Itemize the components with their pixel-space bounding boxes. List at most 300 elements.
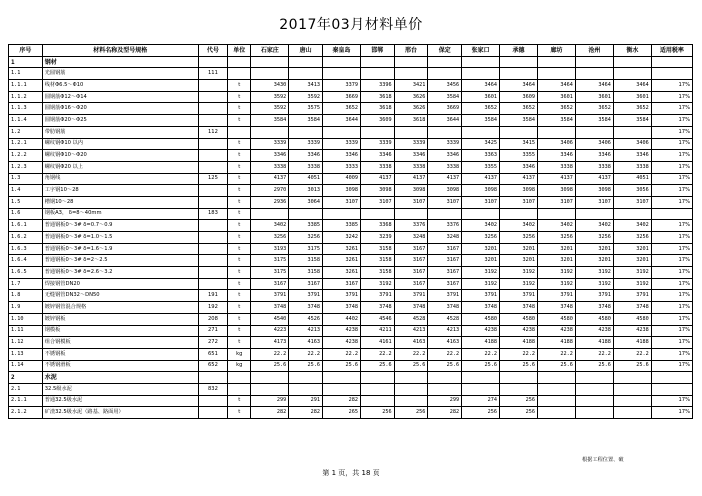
material-code: 111 bbox=[198, 68, 228, 80]
table-row bbox=[9, 348, 693, 360]
price-cell: 3248 bbox=[394, 232, 428, 244]
price-cell bbox=[613, 372, 651, 384]
material-name: 角钢线 bbox=[42, 173, 198, 185]
price-cell bbox=[289, 56, 323, 68]
unit: kg bbox=[228, 348, 251, 360]
price-cell bbox=[251, 372, 289, 384]
price-cell: 3158 bbox=[360, 255, 394, 267]
tax-rate: 17% bbox=[651, 185, 692, 197]
tax-rate: 17% bbox=[651, 348, 692, 360]
price-cell: 4188 bbox=[537, 337, 575, 349]
material-name: 工字钢10～28 bbox=[42, 185, 198, 197]
price-cell: 3167 bbox=[428, 243, 462, 255]
price-cell bbox=[537, 126, 575, 138]
price-cell: 4238 bbox=[323, 337, 361, 349]
price-cell: 3167 bbox=[428, 278, 462, 290]
material-name: 圆钢筋Φ16～Φ20 bbox=[42, 103, 198, 115]
price-cell bbox=[289, 68, 323, 80]
price-cell: 3379 bbox=[323, 80, 361, 92]
material-code bbox=[198, 232, 228, 244]
price-cell: 4188 bbox=[613, 337, 651, 349]
price-cell bbox=[289, 126, 323, 138]
row-number: 1.2.1 bbox=[9, 138, 43, 150]
table-row bbox=[9, 407, 693, 419]
price-cell: 3107 bbox=[323, 196, 361, 208]
unit: t bbox=[228, 267, 251, 279]
price-cell bbox=[360, 68, 394, 80]
column-header: 材料名称及型号规格 bbox=[42, 45, 198, 57]
price-cell: 3406 bbox=[537, 138, 575, 150]
row-number: 1.2.2 bbox=[9, 150, 43, 162]
material-name: 水泥 bbox=[42, 372, 198, 384]
price-cell bbox=[575, 372, 613, 384]
price-cell: 3167 bbox=[428, 267, 462, 279]
price-cell: 3791 bbox=[289, 290, 323, 302]
price-cell: 3652 bbox=[500, 103, 538, 115]
price-cell: 4163 bbox=[289, 337, 323, 349]
price-cell bbox=[428, 383, 462, 395]
price-cell: 2970 bbox=[251, 185, 289, 197]
row-number: 1.10 bbox=[9, 313, 43, 325]
price-cell: 3464 bbox=[537, 80, 575, 92]
price-cell bbox=[394, 126, 428, 138]
tax-rate: 17% bbox=[651, 243, 692, 255]
table-row bbox=[9, 150, 693, 162]
price-cell: 3402 bbox=[462, 220, 500, 232]
price-cell: 3609 bbox=[500, 91, 538, 103]
price-cell: 4188 bbox=[500, 337, 538, 349]
price-cell: 3201 bbox=[575, 255, 613, 267]
unit: t bbox=[228, 255, 251, 267]
price-cell: 3346 bbox=[428, 150, 462, 162]
tax-rate: 17% bbox=[651, 220, 692, 232]
price-cell: 3338 bbox=[613, 161, 651, 173]
material-name: 螺纹钢Φ20 以上 bbox=[42, 161, 198, 173]
price-cell: 3107 bbox=[500, 196, 538, 208]
price-cell bbox=[428, 68, 462, 80]
price-cell: 3167 bbox=[323, 278, 361, 290]
table-row bbox=[9, 56, 693, 68]
price-cell: 3748 bbox=[323, 302, 361, 314]
price-cell: 3601 bbox=[613, 91, 651, 103]
price-cell: 4211 bbox=[360, 325, 394, 337]
price-cell: 3584 bbox=[575, 115, 613, 127]
price-cell: 22.2 bbox=[394, 348, 428, 360]
price-cell: 3791 bbox=[251, 290, 289, 302]
price-cell: 3355 bbox=[500, 150, 538, 162]
price-cell bbox=[500, 372, 538, 384]
tax-rate: 17% bbox=[651, 103, 692, 115]
material-name: 镀锌钢管混合规格 bbox=[42, 302, 198, 314]
price-cell bbox=[462, 208, 500, 220]
price-cell: 3192 bbox=[537, 278, 575, 290]
unit: t bbox=[228, 161, 251, 173]
price-cell: 4137 bbox=[537, 173, 575, 185]
price-cell: 3192 bbox=[462, 267, 500, 279]
price-cell: 282 bbox=[251, 407, 289, 419]
price-cell: 3339 bbox=[323, 138, 361, 150]
material-code: 271 bbox=[198, 325, 228, 337]
price-cell: 3464 bbox=[500, 80, 538, 92]
price-cell: 4238 bbox=[537, 325, 575, 337]
price-cell: 3098 bbox=[360, 185, 394, 197]
row-number: 1.6.4 bbox=[9, 255, 43, 267]
unit bbox=[228, 56, 251, 68]
price-cell: 3346 bbox=[289, 150, 323, 162]
price-cell: 3652 bbox=[323, 103, 361, 115]
price-cell: 3193 bbox=[251, 243, 289, 255]
price-cell: 3748 bbox=[289, 302, 323, 314]
tax-rate: 17% bbox=[651, 337, 692, 349]
row-number: 1.12 bbox=[9, 337, 43, 349]
material-code: 652 bbox=[198, 360, 228, 372]
tax-rate: 17% bbox=[651, 255, 692, 267]
price-table bbox=[8, 44, 693, 419]
price-cell: 3261 bbox=[323, 267, 361, 279]
row-number: 1.11 bbox=[9, 325, 43, 337]
price-cell: 3167 bbox=[394, 278, 428, 290]
price-cell: 3338 bbox=[537, 161, 575, 173]
price-cell: 4580 bbox=[537, 313, 575, 325]
tax-rate: 17% bbox=[651, 290, 692, 302]
material-code: 192 bbox=[198, 302, 228, 314]
table-row bbox=[9, 383, 693, 395]
unit bbox=[228, 383, 251, 395]
row-number: 1.13 bbox=[9, 348, 43, 360]
price-cell bbox=[428, 56, 462, 68]
row-number: 1.1.4 bbox=[9, 115, 43, 127]
price-cell bbox=[500, 126, 538, 138]
price-cell: 3652 bbox=[462, 103, 500, 115]
price-cell: 299 bbox=[428, 395, 462, 407]
material-name: 普通32.5级水泥 bbox=[42, 395, 198, 407]
price-cell: 3652 bbox=[537, 103, 575, 115]
price-cell: 3167 bbox=[289, 278, 323, 290]
price-cell: 3201 bbox=[613, 243, 651, 255]
material-code bbox=[198, 103, 228, 115]
price-cell: 3167 bbox=[428, 255, 462, 267]
price-cell: 3013 bbox=[289, 185, 323, 197]
material-name: 镀锌钢板 bbox=[42, 313, 198, 325]
material-code bbox=[198, 372, 228, 384]
price-cell: 4580 bbox=[575, 313, 613, 325]
row-number: 1.2.3 bbox=[9, 161, 43, 173]
price-cell: 22.2 bbox=[251, 348, 289, 360]
row-number: 1 bbox=[9, 56, 43, 68]
table-row bbox=[9, 196, 693, 208]
price-cell: 3201 bbox=[537, 255, 575, 267]
header-row bbox=[9, 45, 693, 57]
price-cell: 3158 bbox=[360, 243, 394, 255]
price-cell bbox=[537, 56, 575, 68]
price-cell: 3748 bbox=[360, 302, 394, 314]
material-name: 普通钢板0～3# δ=1.0～1.5 bbox=[42, 232, 198, 244]
price-cell: 3098 bbox=[428, 185, 462, 197]
row-number: 1.9 bbox=[9, 302, 43, 314]
price-cell bbox=[613, 208, 651, 220]
unit: t bbox=[228, 208, 251, 220]
unit: t bbox=[228, 325, 251, 337]
price-cell: 3626 bbox=[394, 103, 428, 115]
tax-rate: 17% bbox=[651, 313, 692, 325]
price-cell: 3346 bbox=[394, 150, 428, 162]
material-code bbox=[198, 185, 228, 197]
price-cell bbox=[251, 68, 289, 80]
price-cell: 4137 bbox=[462, 173, 500, 185]
price-cell: 22.2 bbox=[613, 348, 651, 360]
price-cell: 25.6 bbox=[613, 360, 651, 372]
tax-rate bbox=[651, 68, 692, 80]
price-cell: 3192 bbox=[360, 278, 394, 290]
unit: t bbox=[228, 313, 251, 325]
table-row bbox=[9, 255, 693, 267]
price-cell: 282 bbox=[289, 407, 323, 419]
material-code: 832 bbox=[198, 383, 228, 395]
price-cell: 25.6 bbox=[575, 360, 613, 372]
table-row bbox=[9, 103, 693, 115]
tax-rate bbox=[651, 383, 692, 395]
material-name: 圆钢筋Φ20～Φ25 bbox=[42, 115, 198, 127]
column-header: 张家口 bbox=[462, 45, 500, 57]
price-cell bbox=[289, 208, 323, 220]
price-cell: 3339 bbox=[360, 138, 394, 150]
price-cell: 3748 bbox=[500, 302, 538, 314]
price-cell: 3464 bbox=[462, 80, 500, 92]
row-number: 2.1.2 bbox=[9, 407, 43, 419]
material-code: 112 bbox=[198, 126, 228, 138]
price-cell: 25.6 bbox=[323, 360, 361, 372]
row-number: 1.1.1 bbox=[9, 80, 43, 92]
column-header: 衡水 bbox=[613, 45, 651, 57]
price-cell: 4238 bbox=[575, 325, 613, 337]
row-number: 1.6.5 bbox=[9, 267, 43, 279]
tax-rate: 17% bbox=[651, 407, 692, 419]
price-cell: 3748 bbox=[428, 302, 462, 314]
price-cell: 3791 bbox=[428, 290, 462, 302]
price-cell: 3248 bbox=[428, 232, 462, 244]
price-cell: 3618 bbox=[360, 103, 394, 115]
price-cell: 3652 bbox=[575, 103, 613, 115]
price-cell bbox=[428, 126, 462, 138]
page-footer: 第 1 页，共 18 页 bbox=[322, 469, 380, 477]
price-cell bbox=[575, 208, 613, 220]
price-cell: 4188 bbox=[462, 337, 500, 349]
material-code: 191 bbox=[198, 290, 228, 302]
price-cell: 3261 bbox=[323, 243, 361, 255]
price-cell: 4580 bbox=[500, 313, 538, 325]
price-cell: 25.6 bbox=[428, 360, 462, 372]
price-cell: 3192 bbox=[613, 267, 651, 279]
material-name: 带肋钢筋 bbox=[42, 126, 198, 138]
price-cell: 3338 bbox=[251, 161, 289, 173]
material-code: 183 bbox=[198, 208, 228, 220]
material-name: 不锈钢滑板 bbox=[42, 360, 198, 372]
price-cell: 291 bbox=[289, 395, 323, 407]
price-cell: 265 bbox=[323, 407, 361, 419]
table-row bbox=[9, 302, 693, 314]
price-cell: 3402 bbox=[537, 220, 575, 232]
price-cell: 4188 bbox=[575, 337, 613, 349]
row-number: 1.1.3 bbox=[9, 103, 43, 115]
material-name: 普通钢板0～3# δ=2～2.5 bbox=[42, 255, 198, 267]
price-cell: 3256 bbox=[537, 232, 575, 244]
price-cell: 3376 bbox=[394, 220, 428, 232]
price-cell bbox=[537, 68, 575, 80]
material-name: 钢板A3， δ=8～40mm bbox=[42, 208, 198, 220]
price-cell bbox=[462, 56, 500, 68]
tax-rate: 17% bbox=[651, 232, 692, 244]
price-cell: 3098 bbox=[500, 185, 538, 197]
price-cell: 25.6 bbox=[360, 360, 394, 372]
price-cell bbox=[323, 208, 361, 220]
price-cell: 3592 bbox=[251, 103, 289, 115]
price-cell bbox=[394, 68, 428, 80]
price-cell: 3791 bbox=[537, 290, 575, 302]
row-number: 1.6 bbox=[9, 208, 43, 220]
price-cell: 3644 bbox=[428, 115, 462, 127]
tax-rate: 17% bbox=[651, 80, 692, 92]
tax-rate: 17% bbox=[651, 325, 692, 337]
price-cell: 3107 bbox=[462, 196, 500, 208]
price-cell: 4137 bbox=[360, 173, 394, 185]
price-cell bbox=[575, 68, 613, 80]
price-cell: 3192 bbox=[575, 267, 613, 279]
table-row bbox=[9, 267, 693, 279]
price-cell bbox=[500, 68, 538, 80]
price-cell: 3201 bbox=[462, 255, 500, 267]
price-cell: 3618 bbox=[394, 115, 428, 127]
material-code bbox=[198, 407, 228, 419]
price-cell: 3402 bbox=[251, 220, 289, 232]
tax-rate: 17% bbox=[651, 360, 692, 372]
price-cell: 4009 bbox=[323, 173, 361, 185]
price-cell bbox=[289, 372, 323, 384]
unit: t bbox=[228, 220, 251, 232]
price-cell bbox=[323, 68, 361, 80]
price-cell: 25.6 bbox=[462, 360, 500, 372]
price-cell bbox=[289, 383, 323, 395]
tax-rate: 17% bbox=[651, 126, 692, 138]
price-cell bbox=[360, 372, 394, 384]
price-cell: 3456 bbox=[428, 80, 462, 92]
price-cell: 3256 bbox=[251, 232, 289, 244]
price-cell: 3355 bbox=[462, 161, 500, 173]
price-cell: 3748 bbox=[575, 302, 613, 314]
price-cell bbox=[394, 383, 428, 395]
table-row bbox=[9, 313, 693, 325]
price-cell bbox=[575, 56, 613, 68]
material-code bbox=[198, 196, 228, 208]
table-row bbox=[9, 360, 693, 372]
price-cell: 3338 bbox=[575, 161, 613, 173]
price-cell: 22.2 bbox=[575, 348, 613, 360]
price-cell: 3333 bbox=[323, 161, 361, 173]
table-row bbox=[9, 395, 693, 407]
price-cell bbox=[613, 56, 651, 68]
column-header: 邯郸 bbox=[360, 45, 394, 57]
price-cell: 3669 bbox=[323, 91, 361, 103]
material-name: 槽钢10～28 bbox=[42, 196, 198, 208]
price-cell bbox=[360, 383, 394, 395]
price-cell bbox=[462, 126, 500, 138]
price-cell: 3201 bbox=[575, 243, 613, 255]
tax-rate: 17% bbox=[651, 302, 692, 314]
price-cell: 3175 bbox=[289, 243, 323, 255]
unit bbox=[228, 372, 251, 384]
material-code bbox=[198, 150, 228, 162]
price-cell: 256 bbox=[500, 407, 538, 419]
price-cell: 3748 bbox=[537, 302, 575, 314]
price-cell: 3430 bbox=[251, 80, 289, 92]
price-cell bbox=[360, 208, 394, 220]
tax-rate: 17% bbox=[651, 138, 692, 150]
row-number: 1.7 bbox=[9, 278, 43, 290]
price-cell: 3107 bbox=[537, 196, 575, 208]
table-row bbox=[9, 138, 693, 150]
material-name: 螺纹钢Φ10～Φ20 bbox=[42, 150, 198, 162]
price-cell: 4580 bbox=[613, 313, 651, 325]
tax-rate: 17% bbox=[651, 196, 692, 208]
price-cell: 3107 bbox=[360, 196, 394, 208]
price-cell: 3242 bbox=[323, 232, 361, 244]
column-header: 石家庄 bbox=[251, 45, 289, 57]
price-cell: 256 bbox=[394, 407, 428, 419]
material-code bbox=[198, 267, 228, 279]
price-cell bbox=[575, 126, 613, 138]
price-cell: 25.6 bbox=[251, 360, 289, 372]
price-cell: 3592 bbox=[289, 91, 323, 103]
unit: t bbox=[228, 232, 251, 244]
material-code: 272 bbox=[198, 337, 228, 349]
price-cell: 3339 bbox=[251, 138, 289, 150]
column-header: 唐山 bbox=[289, 45, 323, 57]
price-cell: 3425 bbox=[462, 138, 500, 150]
price-cell bbox=[251, 383, 289, 395]
price-cell: 3791 bbox=[360, 290, 394, 302]
row-number: 1.1 bbox=[9, 68, 43, 80]
table-row bbox=[9, 337, 693, 349]
row-number: 1.6.1 bbox=[9, 220, 43, 232]
price-cell: 3346 bbox=[323, 150, 361, 162]
price-cell: 3601 bbox=[537, 91, 575, 103]
column-header: 代号 bbox=[198, 45, 228, 57]
unit: t bbox=[228, 395, 251, 407]
table-row bbox=[9, 243, 693, 255]
price-cell: 3748 bbox=[462, 302, 500, 314]
unit: kg bbox=[228, 360, 251, 372]
material-name: 普通钢板0～3# δ=2.6～3.2 bbox=[42, 267, 198, 279]
price-cell bbox=[500, 383, 538, 395]
price-cell: 299 bbox=[251, 395, 289, 407]
material-code: 125 bbox=[198, 173, 228, 185]
price-cell: 3167 bbox=[394, 255, 428, 267]
price-cell: 3644 bbox=[323, 115, 361, 127]
price-cell: 22.2 bbox=[500, 348, 538, 360]
price-cell: 3406 bbox=[613, 138, 651, 150]
price-cell: 3406 bbox=[575, 138, 613, 150]
price-cell: 3098 bbox=[537, 185, 575, 197]
price-cell: 282 bbox=[428, 407, 462, 419]
price-cell: 3167 bbox=[394, 243, 428, 255]
price-cell: 4528 bbox=[428, 313, 462, 325]
price-cell: 3338 bbox=[394, 161, 428, 173]
price-cell: 3192 bbox=[575, 278, 613, 290]
material-name: 不锈钢板 bbox=[42, 348, 198, 360]
price-cell: 3201 bbox=[500, 255, 538, 267]
price-cell: 3192 bbox=[500, 267, 538, 279]
row-number: 2 bbox=[9, 372, 43, 384]
row-number: 1.6.3 bbox=[9, 243, 43, 255]
